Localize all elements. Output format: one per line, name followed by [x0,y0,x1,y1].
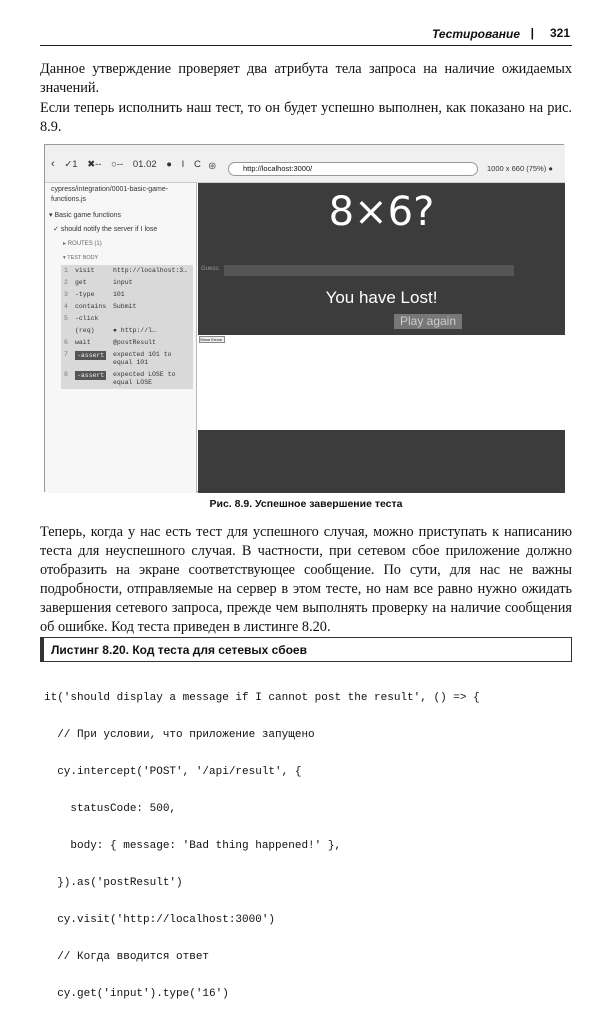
expand-icon: ▸ [63,241,68,247]
command-message: expected LOSE to equal LOSE [113,371,176,386]
code-line: cy.get('input').type('16') [44,987,229,1000]
command-row[interactable] [61,265,193,277]
check-icon: ✓ [53,226,61,233]
test-label: should notify the server if I lose [60,226,158,233]
command-number: 7 [64,351,68,358]
test-body-text: TEST BODY [67,255,99,261]
code-line: // При условии, что приложение запущено [44,728,315,741]
back-chevron-icon[interactable]: ‹ [51,158,55,170]
command-row[interactable] [61,349,193,369]
problem-text: 8×6? [328,189,435,235]
command-name: visit [75,267,95,274]
selector-playground-icon[interactable]: ⊛ [208,161,217,172]
command-name: get [75,279,87,286]
passed-count: ✓1 [64,159,78,170]
test-body-label [63,255,98,261]
command-name: contains [75,303,107,310]
command-row[interactable] [61,325,193,337]
command-message: Submit [113,303,137,310]
command-log [45,183,197,493]
code-line: }).as('postResult') [44,876,183,889]
code-listing [44,670,572,1022]
stop-icon[interactable]: I [181,159,185,170]
command-number: 5 [64,315,68,322]
listing-header [40,637,572,662]
code-line: it('should display a message if I cannot post the result', () => { [44,691,480,704]
error-panel [198,335,565,430]
command-number: 4 [64,303,68,310]
running-header [40,22,572,46]
code-line: cy.visit('http://localhost:3000') [44,913,276,926]
section-title: Тестирование [431,27,520,41]
runner-toolbar [45,145,565,183]
command-message: 101 [113,291,125,298]
test-stats [51,158,208,170]
guess-input[interactable] [224,265,514,276]
code-line: statusCode: 500, [44,802,177,815]
viewport-size [487,164,553,173]
listing-title: Листинг 8.20. Код теста для сетевых сбоев [51,643,307,657]
commands-list [61,265,193,389]
paragraph-3: Теперь, когда у нас есть тест для успешного случая, можно приступать к написанию теста для неуспешного случая. В частности, при сетевом сбое приложение должно отобразить на экране соответствующее сообщение. По сути, для нас не важны подробности, отправляемые на сервер в этом тесте, но нам все равно нужно ожидать завершения сетевого запроса, прежде чем выполнять проверку на наличие сообщения об ошибке. Код теста приведен в листинге 8.20. [40,524,572,635]
auto-scroll-dot-icon[interactable]: ● [166,159,173,170]
test-title[interactable] [53,225,157,233]
result-message: You have Lost! [325,288,438,307]
command-row[interactable] [61,337,193,349]
command-number: 3 [64,291,68,298]
header-separator: | [530,26,534,40]
paragraph-1: Данное утверждение проверяет два атрибута тела запроса на наличие ожидаемых значений. [40,61,572,96]
command-number: 1 [64,267,68,274]
collapse-icon: ▾ [63,255,68,261]
viewport-text: 1000 x 660 (75%) [487,164,547,173]
show-errors-button[interactable]: Show Errors [199,336,225,343]
command-row[interactable] [61,289,193,301]
page-number: 321 [549,26,570,40]
paragraph-2: Если теперь исполнить наш тест, то он будет успешно выполнен, как показано на рис. 8.9. [40,100,572,135]
command-number: 6 [64,339,68,346]
command-name: -assert [77,372,105,379]
reload-icon[interactable]: C [193,159,201,170]
info-dot-icon[interactable]: ● [548,164,553,173]
command-name: (req) [75,327,95,334]
app-preview [198,183,565,493]
command-message: @postResult [113,339,156,346]
code-line: // Когда вводится ответ [44,950,210,963]
command-message: http://localhost:3… [113,267,188,274]
code-line: cy.intercept('POST', '/api/result', { [44,765,302,778]
collapse-icon: ▾ [49,212,55,219]
command-row[interactable] [61,313,193,325]
command-name: -click [75,315,99,322]
command-row[interactable] [61,277,193,289]
routes-section[interactable] [63,240,102,247]
guess-label: Guess: [201,266,221,272]
pending-count: ○-- [111,159,124,170]
code-line: body: { message: 'Bad thing happened!' }, [44,839,342,852]
command-number: 2 [64,279,68,286]
command-message: expected 101 to equal 101 [113,351,172,366]
command-name: wait [75,339,91,346]
duration: 01.02 [132,159,157,170]
command-message: ● http://l… [113,327,156,334]
suite-label: Basic game functions [54,212,122,219]
routes-label: ROUTES (1) [67,241,102,247]
figure-screenshot [44,144,564,492]
spec-path: cypress/integration/0001-basic-game-functions.js [51,186,169,203]
command-row[interactable] [61,301,193,313]
suite-title[interactable] [49,211,121,219]
command-name: -type [75,291,95,298]
command-row[interactable] [61,369,193,389]
play-again-button[interactable]: Play again [394,314,462,329]
command-message: input [113,279,133,286]
url-bar[interactable]: http://localhost:3000/ [228,162,478,176]
failed-count: ✖-- [87,159,102,170]
command-number: 8 [64,371,68,378]
command-name: -assert [77,352,105,359]
figure-caption: Рис. 8.9. Успешное завершение теста [209,498,403,510]
